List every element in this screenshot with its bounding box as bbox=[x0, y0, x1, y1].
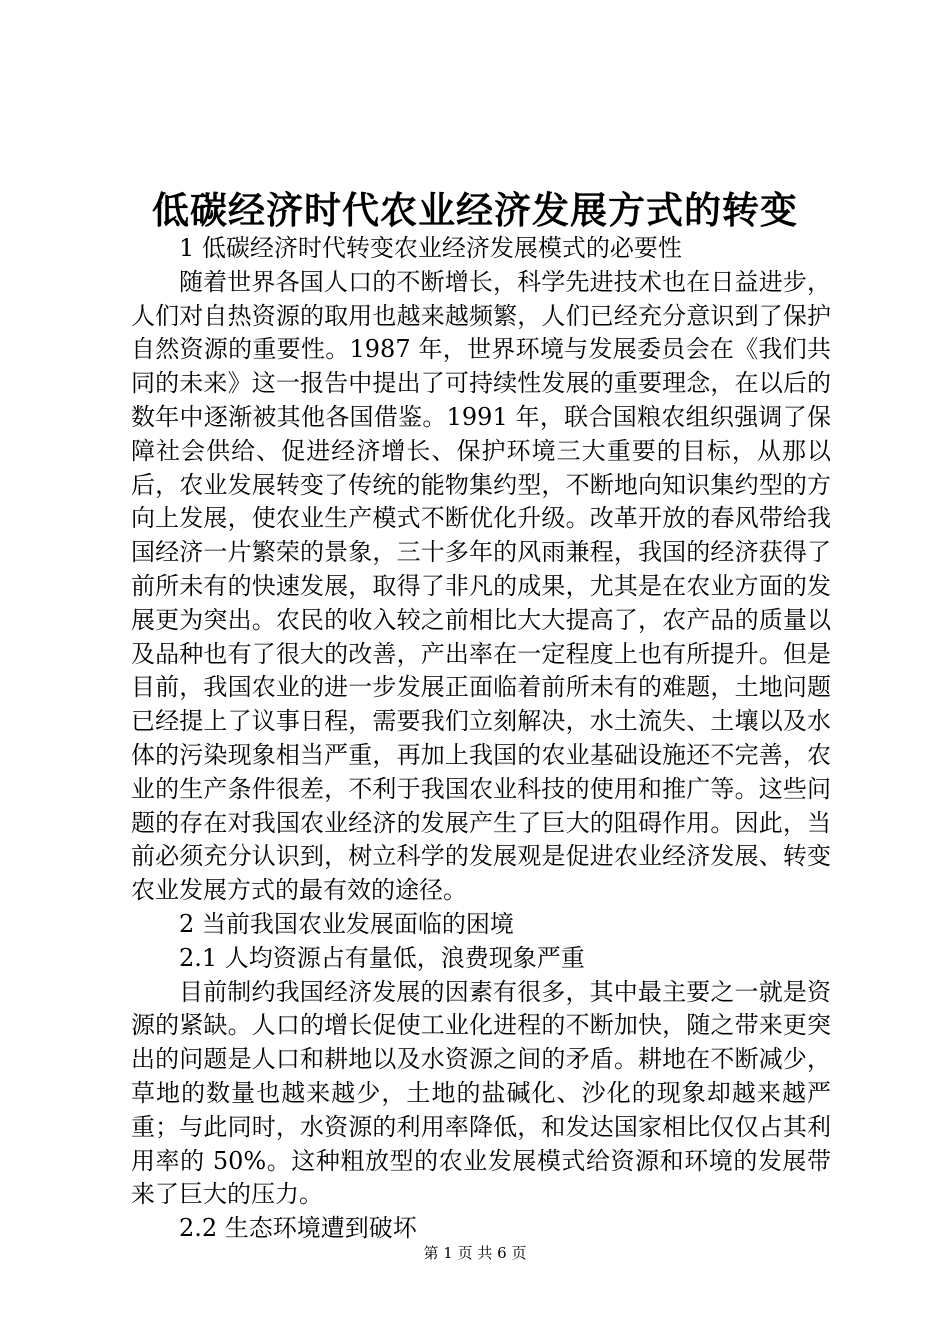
page-footer: 第 1 页 共 6 页 bbox=[423, 1244, 527, 1262]
section-2-1-paragraph: 目前制约我国经济发展的因素有很多，其中最主要之一就是资源的紧缺。人口的增长促使工业化进程的不断加快，随之带来更突出的问题是人口和耕地以及水资源之间的矛盾。耕地在不断减少，草地的数量也越来越少，土地的盐碱化、沙化的现象却越来越严重；与此同时，水资源的利用率降低，和发达国家相比仅仅占其利用率的 50%。这种粗放型的农业发展模式给资源和环境的发展带来了巨大的压力。 bbox=[131, 977, 831, 1209]
section-2-1-heading: 2.1 人均资源占有量低，浪费现象严重 bbox=[179, 943, 585, 972]
section-2-2-heading: 2.2 生态环境遭到破坏 bbox=[179, 1214, 417, 1243]
section-1-paragraph: 随着世界各国人口的不断增长，科学先进技术也在日益进步，人们对自热资源的取用也越来越频繁，人们已经充分意识到了保护自然资源的重要性。1987 年，世界环境与发展委员会在《我们共同的未来》这一报告中提出了可持续性发展的重要理念，在以后的数年中逐渐被其他各国借鉴。1991 年，联合国粮农组织强调了保障社会供给、促进经济增长、保护环境三大重要的目标，从那以后，农业发展转变了传统的能物集约型，不断地向知识集约型的方向上发展，使农业生产模式不断优化升级。改革开放的春风带给我国经济一片繁荣的景象，三十多年的风雨兼程，我国的经济获得了前所未有的快速发展，取得了非凡的成果，尤其是在农业方面的发展更为突出。农民的收入较之前相比大大提高了，农产品的质量以及品种也有了很大的改善，产出率在一定程度上也有所提升。但是目前，我国农业的进一步发展正面临着前所未有的难题，土地问题已经提上了议事日程，需要我们立刻解决，水土流失、土壤以及水体的污染现象相当严重，再加上我国的农业基础设施还不完善，农业的生产条件很差，不利于我国农业科技的使用和推广等。这些问题的存在对我国农业经济的发展产生了巨大的阻碍作用。因此，当前必须充分认识到，树立科学的发展观是促进农业经济发展、转变农业发展方式的最有效的途径。 bbox=[131, 267, 831, 905]
section-2-heading: 2 当前我国农业发展面临的困境 bbox=[179, 909, 514, 938]
document-body bbox=[131, 232, 831, 1246]
document-title: 低碳经济时代农业经济发展方式的转变 bbox=[152, 188, 798, 232]
section-1-heading: 1 低碳经济时代转变农业经济发展模式的必要性 bbox=[179, 234, 682, 262]
